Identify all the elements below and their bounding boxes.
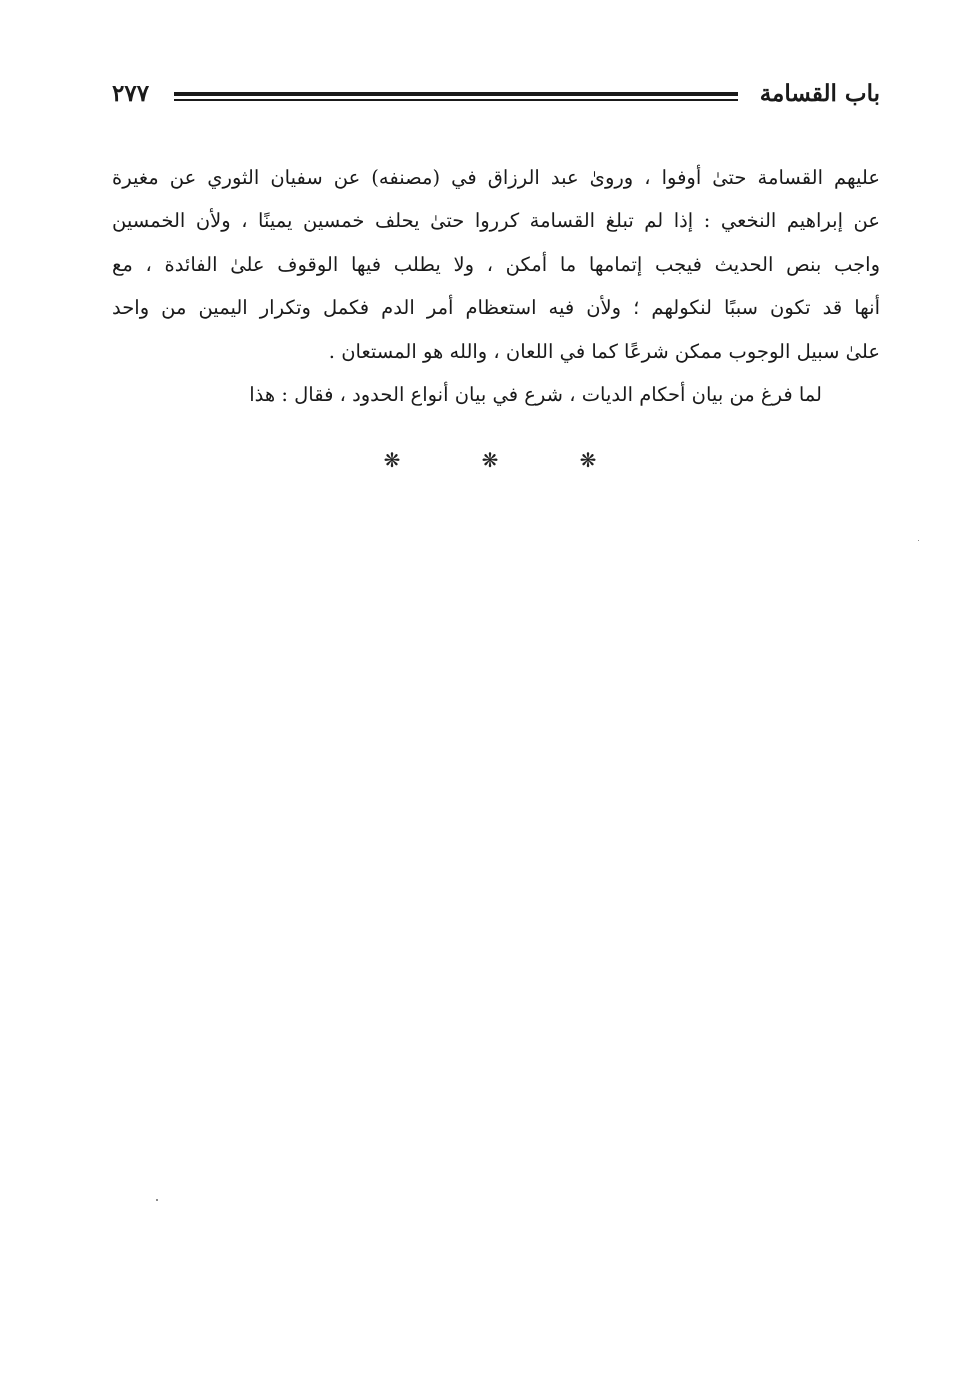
text-line: عن إبراهيم النخعي : إذا لم تبلغ القسامة كرروا حتىٰ يحلف خمسين يمينًا ، ولأن الخمسين xyxy=(112,209,880,233)
header-rule xyxy=(174,92,738,96)
page-header xyxy=(112,80,880,116)
text-line: عليهم القسامة حتىٰ أوفوا ، ورویٰ عبد الرزاق في (مصنفه) عن سفيان الثوري عن مغيرة xyxy=(112,166,880,189)
asterism-ornament: ❋ xyxy=(481,448,499,472)
asterism-ornament: ❋ xyxy=(579,448,597,472)
paragraph-2: لما فرغ من بيان أحكام الديات ، شرع في بيان أنواع الحدود ، فقال : هذا xyxy=(249,383,822,407)
chapter-title: باب القسامة xyxy=(759,80,880,107)
paragraph-1 xyxy=(112,156,880,373)
text-line: علىٰ سبيل الوجوب ممكن شرعًا كما في اللعان ، والله هو المستعان . xyxy=(328,339,880,363)
asterism-ornament: ❋ xyxy=(383,448,401,472)
text-line: أنها قد تكون سببًا لنكولهم ؛ ولأن فيه استعظام أمر الدم فكمل وتكرار اليمين من واحد xyxy=(112,296,880,320)
scan-speck xyxy=(918,540,919,541)
section-separator xyxy=(380,448,600,472)
page-number: ٢٧٧ xyxy=(112,80,150,107)
text-line: واجب بنص الحديث فيجب إتمامها ما أمكن ، ولا يطلب فيها الوقوف علىٰ الفائدة ، مع xyxy=(112,252,880,276)
scan-speck xyxy=(156,1199,158,1201)
body-text xyxy=(112,156,880,416)
